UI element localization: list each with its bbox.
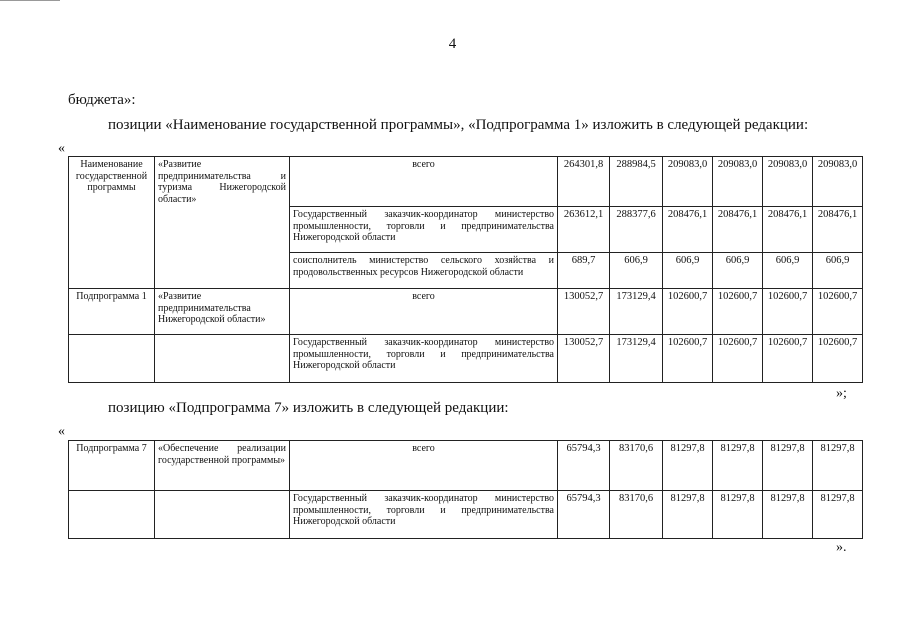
value-cell: 263612,1 [558, 207, 610, 253]
close-quote-2: ». [836, 540, 847, 555]
value-cell: 81297,8 [713, 441, 763, 491]
value-cell: 208476,1 [663, 207, 713, 253]
paragraph-budget-end: бюджета»: [68, 92, 136, 108]
table-row [69, 491, 863, 539]
value-cell: 606,9 [813, 253, 863, 289]
value-cell: 83170,6 [610, 441, 663, 491]
row-description: Государственный заказчик-координатор министерство промышленности, торговли и предпринимательства Нижегородской области [290, 491, 558, 539]
value-cell: 689,7 [558, 253, 610, 289]
open-quote-2: « [58, 424, 65, 439]
page-number: 4 [448, 36, 457, 52]
program-name-cell: «Развитие предпринимательства и туризма Нижегородской области» [155, 157, 290, 289]
top-rule [0, 0, 60, 1]
value-cell: 606,9 [610, 253, 663, 289]
program-table-1 [68, 156, 863, 383]
value-cell: 606,9 [763, 253, 813, 289]
value-cell: 173129,4 [610, 289, 663, 335]
value-cell: 81297,8 [713, 491, 763, 539]
empty-cell [155, 335, 290, 383]
value-cell: 209083,0 [813, 157, 863, 207]
value-cell: 102600,7 [813, 289, 863, 335]
value-cell: 264301,8 [558, 157, 610, 207]
subprogram-label-cell: Подпрограмма 7 [69, 441, 155, 491]
program-table-2 [68, 440, 863, 539]
value-cell: 65794,3 [558, 491, 610, 539]
table-row [69, 289, 863, 335]
row-description: Государственный заказчик-координатор министерство промышленности, торговли и предпринимательства Нижегородской области [290, 207, 558, 253]
value-cell: 65794,3 [558, 441, 610, 491]
value-cell: 102600,7 [713, 289, 763, 335]
value-cell: 102600,7 [813, 335, 863, 383]
subprogram-name-cell: «Обеспечение реализации государственной программы» [155, 441, 290, 491]
value-cell: 130052,7 [558, 335, 610, 383]
row-description: всего [290, 289, 558, 335]
value-cell: 606,9 [713, 253, 763, 289]
empty-cell [69, 335, 155, 383]
value-cell: 102600,7 [763, 335, 813, 383]
value-cell: 208476,1 [763, 207, 813, 253]
value-cell: 81297,8 [763, 441, 813, 491]
table-row [69, 441, 863, 491]
program-label-cell: Наименование государственной программы [69, 157, 155, 289]
subprogram-label-cell: Подпрограмма 1 [69, 289, 155, 335]
intro-paragraph-2: позицию «Подпрограмма 7» изложить в следующей редакции: [108, 400, 509, 416]
value-cell: 81297,8 [663, 491, 713, 539]
value-cell: 81297,8 [763, 491, 813, 539]
table-row [69, 335, 863, 383]
value-cell: 606,9 [663, 253, 713, 289]
value-cell: 102600,7 [763, 289, 813, 335]
value-cell: 81297,8 [663, 441, 713, 491]
value-cell: 83170,6 [610, 491, 663, 539]
value-cell: 102600,7 [663, 335, 713, 383]
empty-cell [69, 491, 155, 539]
close-quote-1: »; [836, 386, 847, 401]
value-cell: 208476,1 [713, 207, 763, 253]
value-cell: 209083,0 [713, 157, 763, 207]
empty-cell [155, 491, 290, 539]
table-row [69, 157, 863, 207]
intro-paragraph-1: позиции «Наименование государственной программы», «Подпрограмма 1» изложить в следующей редакции: [108, 117, 809, 133]
subprogram-name-cell: «Развитие предпринимательства Нижегородской области» [155, 289, 290, 335]
value-cell: 209083,0 [663, 157, 713, 207]
row-description: Государственный заказчик-координатор министерство промышленности, торговли и предпринимательства Нижегородской области [290, 335, 558, 383]
value-cell: 130052,7 [558, 289, 610, 335]
value-cell: 81297,8 [813, 491, 863, 539]
open-quote-1: « [58, 141, 65, 156]
value-cell: 288984,5 [610, 157, 663, 207]
value-cell: 208476,1 [813, 207, 863, 253]
row-description: всего [290, 441, 558, 491]
value-cell: 102600,7 [713, 335, 763, 383]
row-description: всего [290, 157, 558, 207]
value-cell: 81297,8 [813, 441, 863, 491]
value-cell: 209083,0 [763, 157, 813, 207]
value-cell: 102600,7 [663, 289, 713, 335]
row-description: соисполнитель министерство сельского хозяйства и продовольственных ресурсов Нижегородской области [290, 253, 558, 289]
value-cell: 288377,6 [610, 207, 663, 253]
value-cell: 173129,4 [610, 335, 663, 383]
